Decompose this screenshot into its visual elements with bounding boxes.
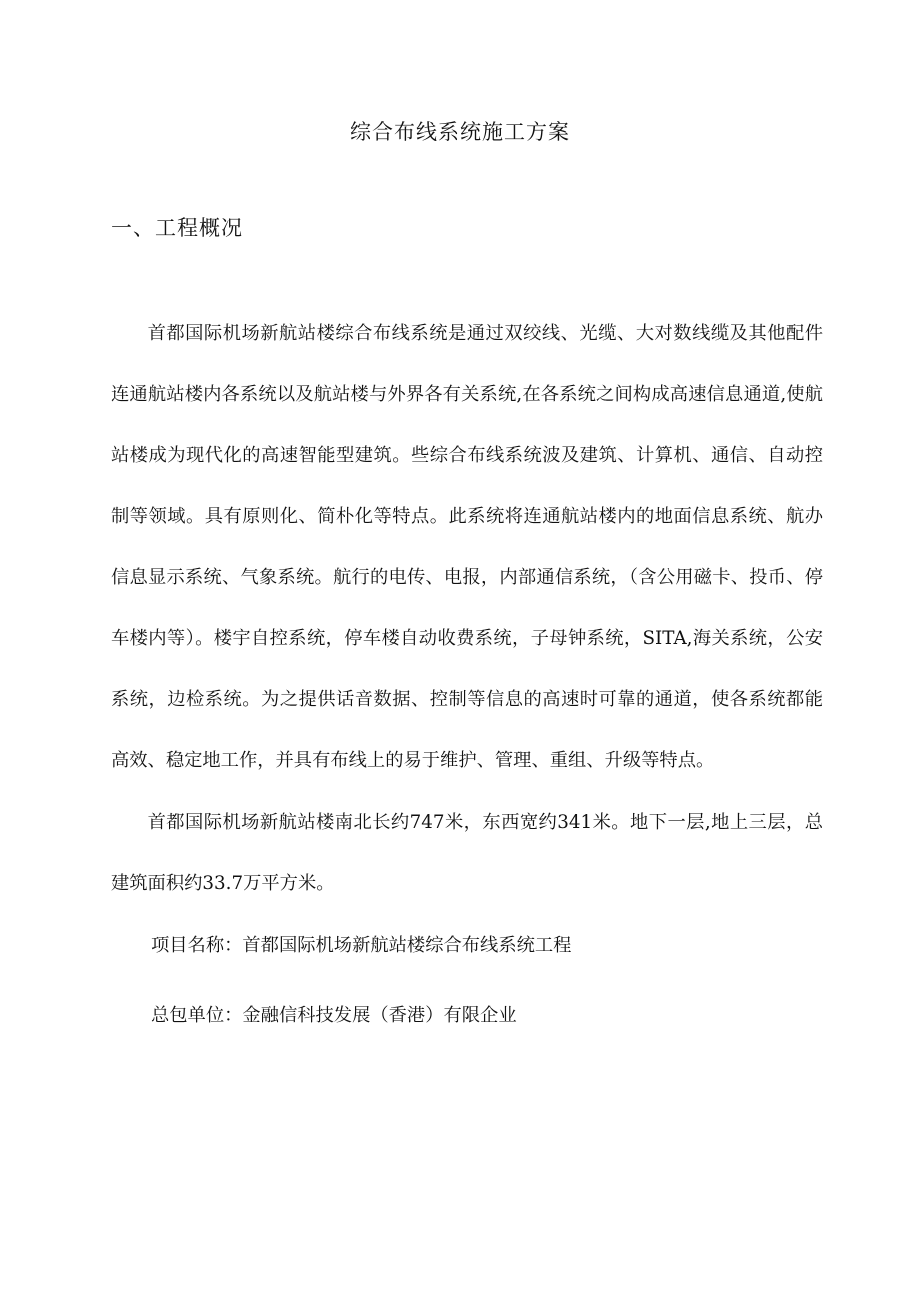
contractor-line: 总包单位：金融信科技发展（香港）有限企业 — [151, 1005, 517, 1026]
document-title: 综合布线系统施工方案 — [350, 120, 570, 144]
body-paragraph: 首都国际机场新航站楼综合布线系统是通过双绞线、光缆、大对数线缆及其他配件连通航站楼内各系统以及航站楼与外界各有关系统,在各系统之间构成高速信息通道,使航站楼成为现代化的高速智能型建筑。些综合布线系统波及建筑、计算机、通信、自动控制等领域。具有原则化、简朴化等特点。此系统将连通航站楼内的地面信息系统、航办信息显示系统、气象系统。航行的电传、电报，内部通信系统，（含公用磁卡、投币、停车楼内等）。楼宇自控系统，停车楼自动收费系统，子母钟系统，SITA,海关系统，公安系统，边检系统。为之提供话音数据、控制等信息的高速时可靠的通道，使各系统都能高效、稳定地工作，并具有布线上的易于维护、管理、重组、升级等特点。 — [111, 323, 823, 771]
section-heading: 一、工程概况 — [111, 216, 243, 240]
project-name-line: 项目名称：首都国际机场新航站楼综合布线系统工程 — [151, 935, 572, 956]
body-paragraph: 首都国际机场新航站楼南北长约747米，东西宽约341米。地下一层,地上三层，总建筑面积约33.7万平方米。 — [111, 812, 823, 894]
